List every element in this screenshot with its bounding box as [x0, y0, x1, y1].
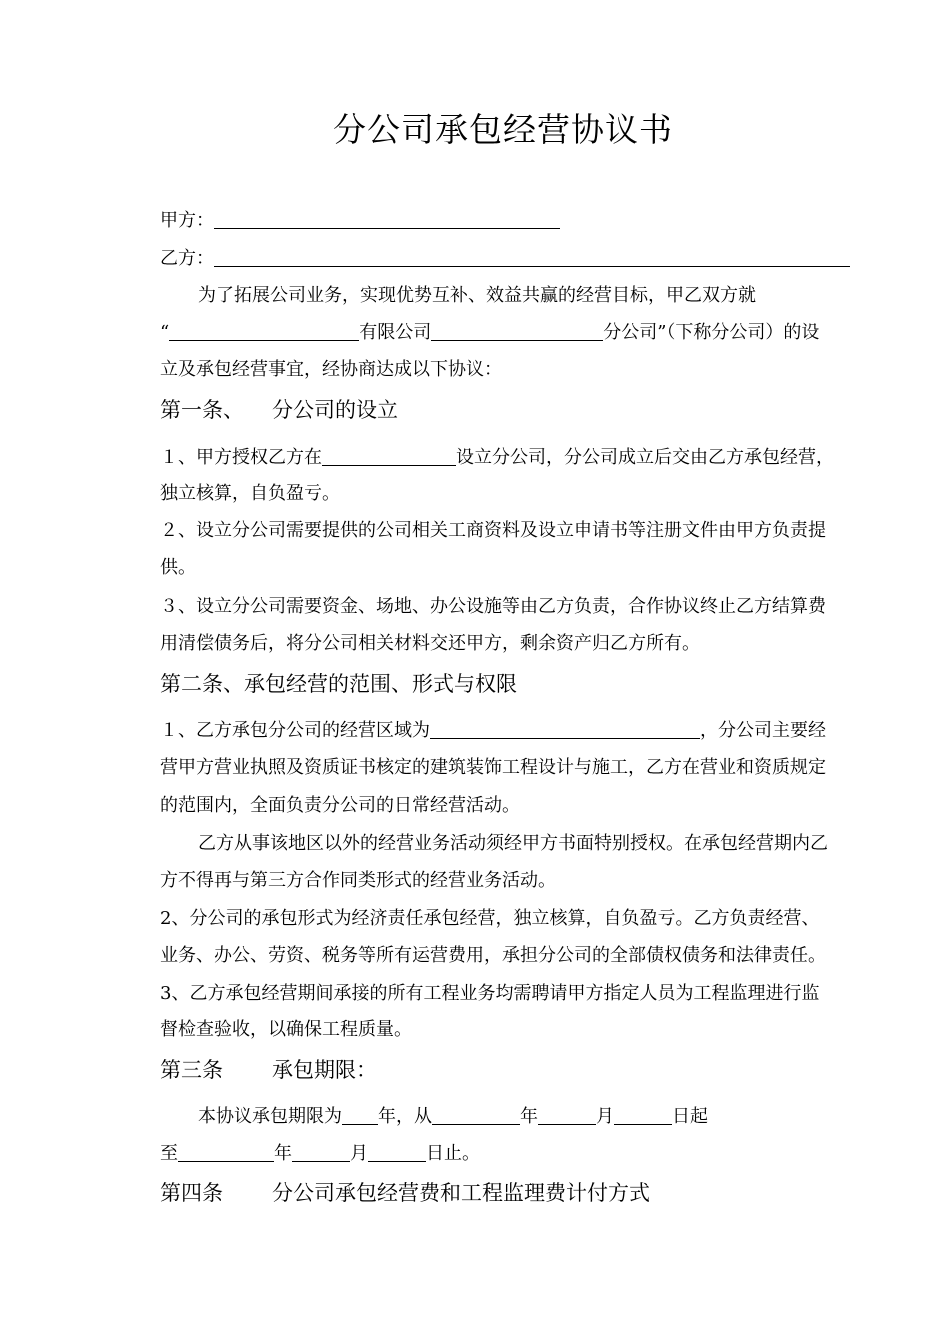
end-month-label: 月	[350, 1143, 368, 1164]
article-1-p2-line-1: ２、设立分公司需要提供的公司相关工商资料及设立申请书等注册文件由甲方负责提	[160, 520, 826, 541]
article-2-heading: 第二条、承包经营的范围、形式与权限	[160, 672, 517, 696]
start-day-blank[interactable]	[614, 1106, 672, 1125]
party-a-row	[160, 210, 560, 231]
location-blank[interactable]	[322, 447, 456, 466]
start-month-label: 月	[596, 1106, 614, 1127]
article-3-heading-title: 承包期限：	[272, 1058, 377, 1082]
article-2-p3-line-2: 督检查验收，以确保工程质量。	[160, 1019, 412, 1040]
end-day-label: 日止。	[426, 1143, 480, 1164]
end-year-blank[interactable]	[178, 1143, 274, 1162]
document-title: 分公司承包经营协议书	[333, 110, 673, 149]
article-1-p2-line-2: 供。	[160, 557, 196, 578]
party-b-blank[interactable]	[214, 248, 850, 267]
article-1-p3-line-2: 用清偿债务后，将分公司相关材料交还甲方，剩余资产归乙方所有。	[160, 633, 700, 654]
start-day-label: 日起	[672, 1106, 708, 1127]
article-4-heading-num: 第四条	[160, 1181, 223, 1205]
start-year-label: 年	[520, 1106, 538, 1127]
intro-line-3: 立及承包经营事宜，经协商达成以下协议：	[160, 359, 502, 380]
open-quote: “	[160, 322, 170, 343]
article-2-p1-line-2: 营甲方营业执照及资质证书核定的建筑装饰工程设计与施工，乙方在营业和资质规定	[160, 757, 826, 778]
article-1-p1-line-2: 独立核算，自负盈亏。	[160, 483, 340, 504]
article-2-p2-line-1: 2、分公司的承包形式为经济责任承包经营，独立核算，自负盈亏。乙方负责经营、	[160, 908, 820, 929]
article-3-line-1	[198, 1106, 708, 1127]
term-years-blank[interactable]	[342, 1106, 378, 1125]
party-b-label: 乙方：	[160, 248, 214, 269]
end-day-blank[interactable]	[368, 1143, 426, 1162]
article-1-p1-text-b: 设立分公司，分公司成立后交由乙方承包经营，	[456, 447, 834, 468]
business-area-blank[interactable]	[430, 720, 700, 739]
party-a-label: 甲方：	[160, 210, 214, 231]
end-month-blank[interactable]	[292, 1143, 350, 1162]
company-suffix: 有限公司	[359, 322, 432, 343]
company-name-blank[interactable]	[169, 322, 359, 341]
party-b-row	[160, 248, 850, 269]
article-4-heading-title: 分公司承包经营费和工程监理费计付方式	[272, 1181, 650, 1205]
term-from-text: 年，从	[378, 1106, 432, 1127]
article-1-heading-num: 第一条、	[160, 398, 244, 422]
intro-line-1: 为了拓展公司业务，实现优势互补、效益共赢的经营目标，甲乙双方就	[198, 285, 756, 306]
start-year-blank[interactable]	[432, 1106, 520, 1125]
article-3-heading-num: 第三条	[160, 1058, 223, 1082]
term-text: 本协议承包期限为	[198, 1106, 342, 1127]
until-text: 至	[160, 1143, 178, 1164]
article-1-p1-line-1	[160, 447, 834, 468]
article-1-heading-title: 分公司的设立	[272, 398, 398, 422]
article-3-line-2	[160, 1143, 480, 1164]
article-2-p1-line-4: 乙方从事该地区以外的经营业务活动须经甲方书面特别授权。在承包经营期内乙	[198, 833, 828, 854]
article-2-p1-line-3: 的范围内，全面负责分公司的日常经营活动。	[160, 795, 520, 816]
article-2-p3-line-1: 3、乙方承包经营期间承接的所有工程业务均需聘请甲方指定人员为工程监理进行监	[160, 983, 820, 1004]
end-year-label: 年	[274, 1143, 292, 1164]
branch-suffix: 分公司”（下称分公司）的设	[603, 322, 820, 343]
intro-line-2	[160, 322, 819, 343]
article-1-p1-text-a: １、甲方授权乙方在	[160, 447, 322, 468]
article-1-p3-line-1: ３、设立分公司需要资金、场地、办公设施等由乙方负责，合作协议终止乙方结算费	[160, 596, 826, 617]
party-a-blank[interactable]	[214, 210, 560, 229]
article-2-p1-line-5: 方不得再与第三方合作同类形式的经营业务活动。	[160, 870, 556, 891]
article-2-p1-line-1	[160, 720, 826, 741]
start-month-blank[interactable]	[538, 1106, 596, 1125]
branch-name-blank[interactable]	[431, 322, 603, 341]
article-2-p1-text-b: ，分公司主要经	[700, 720, 826, 741]
article-2-p1-text-a: １、乙方承包分公司的经营区域为	[160, 720, 430, 741]
article-2-p2-line-2: 业务、办公、劳资、税务等所有运营费用，承担分公司的全部债权债务和法律责任。	[160, 945, 826, 966]
